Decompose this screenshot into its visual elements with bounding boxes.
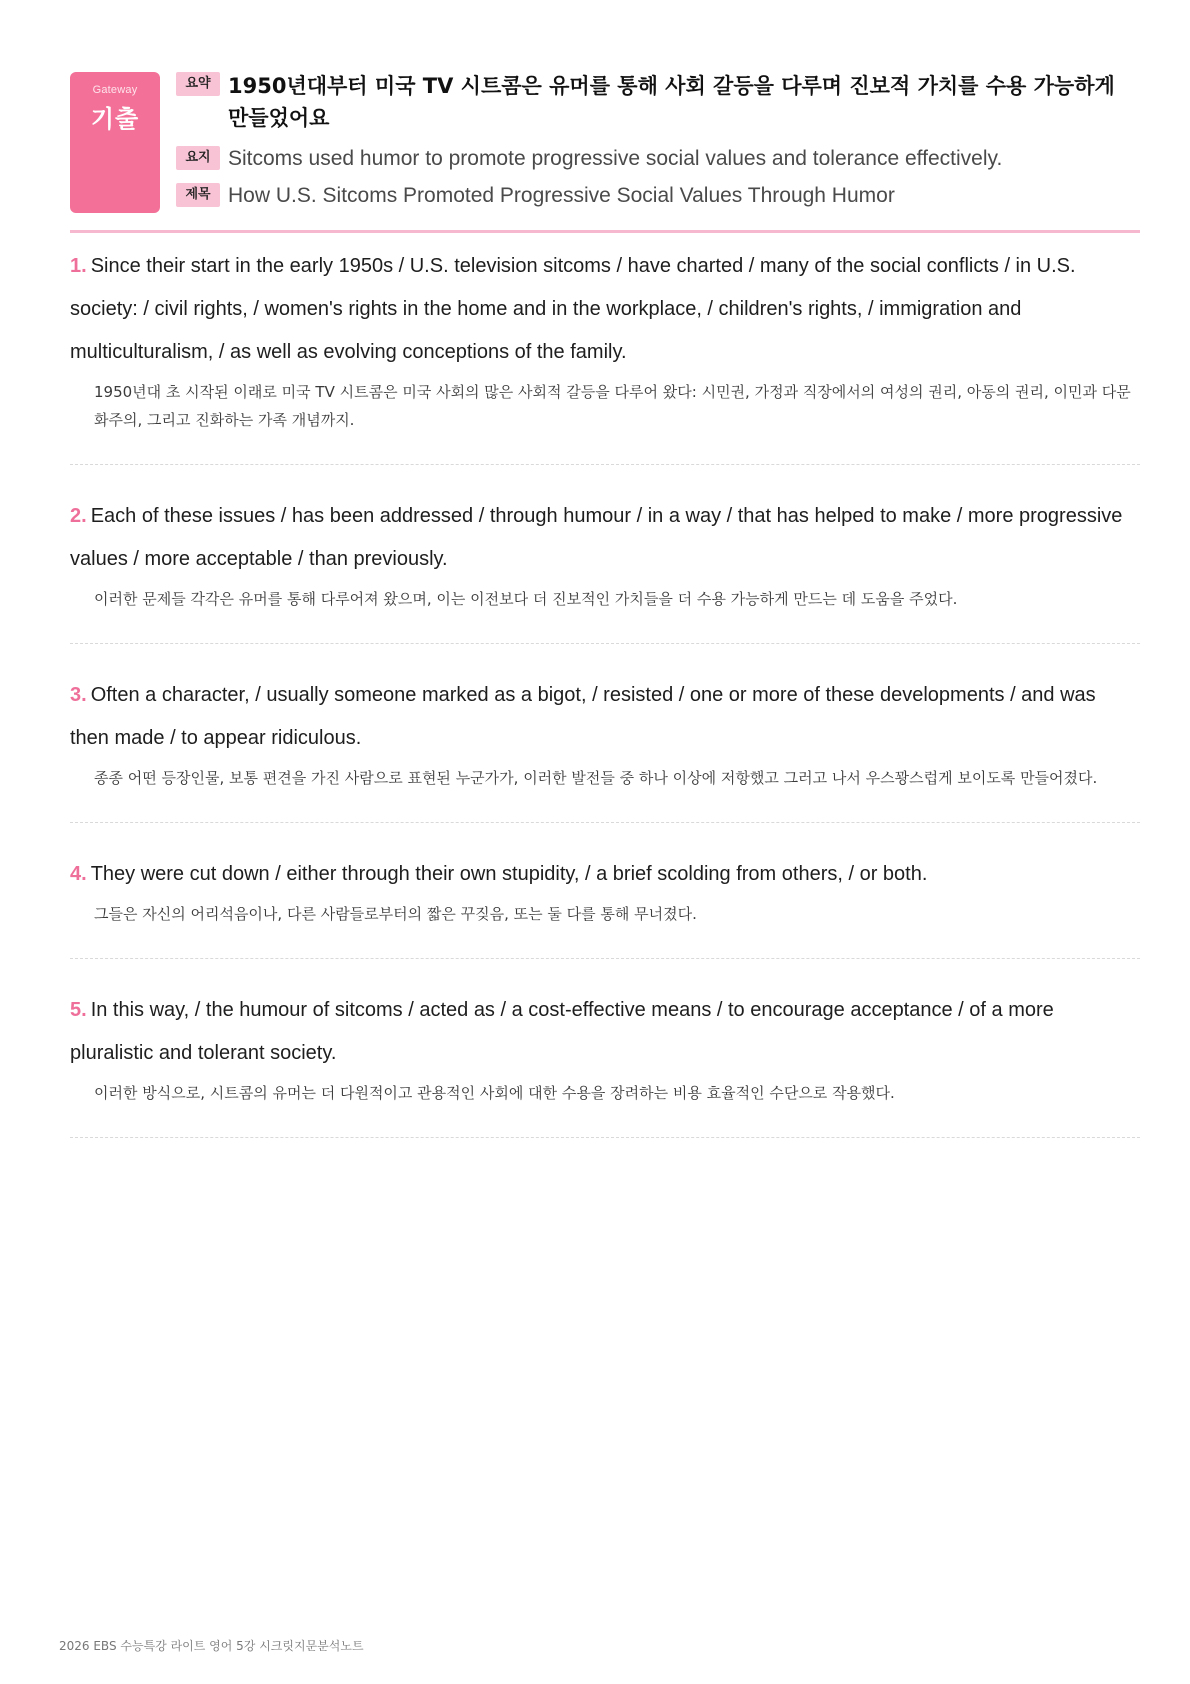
english-text: Often a character, / usually someone marked as a bigot, / resisted / one or more of these developments / and was then made / to appear ridiculous. — [70, 684, 1096, 749]
english-sentence — [70, 674, 1140, 760]
korean-translation: 이러한 문제들 각각은 유머를 통해 다루어져 왔으며, 이는 이전보다 더 진보적인 가치들을 더 수용 가능하게 만드는 데 도움을 주었다. — [94, 590, 958, 608]
gist-text: Sitcoms used humor to promote progressive social values and tolerance effectively. — [228, 147, 1003, 170]
english-sentence — [70, 989, 1140, 1075]
summary-tag: 요약 — [176, 72, 220, 96]
english-text: Since their start in the early 1950s / U.S. television sitcoms / have charted / many of the social conflicts / in U.S. society: / civil rights, / women's rights in the home and in the workplace, / children's rights, / immigration and multiculturalism, / as well as evolving conceptions of the family. — [70, 255, 1076, 363]
badge-label: Gateway — [92, 84, 138, 96]
sentence-block — [70, 853, 1140, 959]
sentence-number: 5. — [70, 999, 87, 1021]
english-text: Each of these issues / has been addressed / through humour / in a way / that has helped to make / more progressive values / more acceptable / than previously. — [70, 505, 1123, 570]
gist-tag: 요지 — [176, 146, 220, 170]
summary-text: 1950년대부터 미국 TV 시트콤은 유머를 통해 사회 갈등을 다루며 진보적 가치를 수용 가능하게 만들었어요 — [228, 74, 1115, 130]
header — [70, 70, 1140, 233]
english-sentence — [70, 245, 1140, 374]
title-tag: 제목 — [176, 183, 220, 207]
sentence-number: 4. — [70, 863, 87, 885]
english-sentence — [70, 495, 1140, 581]
gateway-badge — [70, 72, 160, 213]
sentence-block — [70, 989, 1140, 1138]
korean-translation: 종종 어떤 등장인물, 보통 편견을 가진 사람으로 표현된 누군가가, 이러한 발전들 중 하나 이상에 저항했고 그러고 나서 우스꽝스럽게 보이도록 만들어졌다. — [94, 769, 1098, 787]
sentence-block — [70, 495, 1140, 644]
english-sentence — [70, 853, 1140, 896]
sentence-number: 1. — [70, 255, 87, 277]
sentence-list — [70, 245, 1140, 1168]
sentence-block — [70, 674, 1140, 823]
sentence-number: 2. — [70, 505, 87, 527]
english-text: They were cut down / either through their own stupidity, / a brief scolding from others, / or both. — [90, 863, 928, 885]
sentence-block — [70, 245, 1140, 465]
korean-translation: 1950년대 초 시작된 이래로 미국 TV 시트콤은 미국 사회의 많은 사회적 갈등을 다루어 왔다: 시민권, 가정과 직장에서의 여성의 권리, 아동의 권리, 이민과 다문화주의, 그리고 진화하는 가족 개념까지. — [94, 383, 1131, 429]
sentence-number: 3. — [70, 684, 87, 706]
footer-note: 2026 EBS 수능특강 라이트 영어 5강 시크릿지문분석노트 — [59, 1639, 364, 1653]
english-text: In this way, / the humour of sitcoms / acted as / a cost-effective means / to encourage acceptance / of a more pluralistic and tolerant society. — [70, 999, 1054, 1064]
badge-title: 기출 — [90, 105, 140, 133]
korean-translation: 이러한 방식으로, 시트콤의 유머는 더 다원적이고 관용적인 사회에 대한 수용을 장려하는 비용 효율적인 수단으로 작용했다. — [94, 1084, 895, 1102]
korean-translation: 그들은 자신의 어리석음이나, 다른 사람들로부터의 짧은 꾸짖음, 또는 둘 다를 통해 무너졌다. — [94, 905, 697, 923]
title-text: How U.S. Sitcoms Promoted Progressive Social Values Through Humor — [228, 184, 895, 207]
